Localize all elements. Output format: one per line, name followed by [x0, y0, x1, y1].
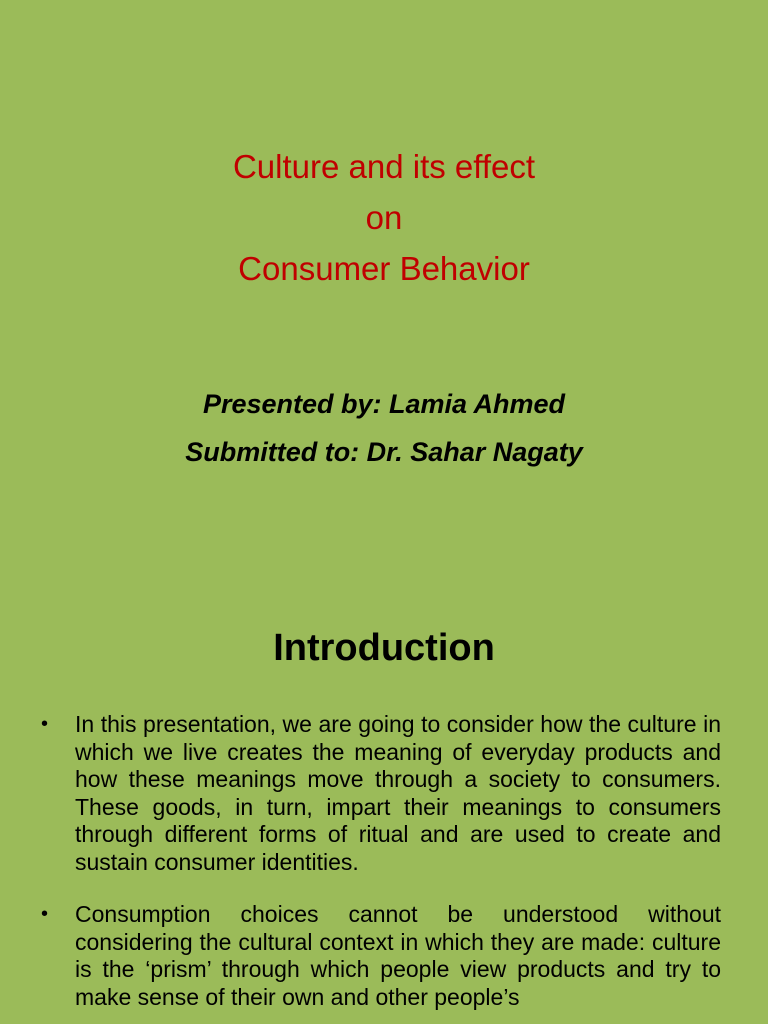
introduction-bullet-list [40, 711, 721, 1024]
bullet-point-icon: • [41, 713, 49, 735]
title-line-1: Culture and its effect [232, 148, 536, 185]
title-line-2: on [365, 199, 403, 236]
presented-by-text: Presented by: Lamia Ahmed [202, 389, 566, 419]
bullet-text-1: In this presentation, we are going to consider how the culture in which we live creates the meaning of everyday products and how these meanings move through a society to consumers. These goods, in turn, impart their meanings to consumers through different forms of ritual and are used to create and sustain consumer identities. [75, 711, 721, 875]
submitted-to-text: Submitted to: Dr. Sahar Nagaty [185, 437, 583, 467]
bullet-item-1 [40, 711, 721, 876]
byline [0, 380, 768, 476]
introduction-heading: Introduction [273, 627, 495, 669]
bullet-point-icon: • [41, 903, 49, 925]
bullet-text-2: Consumption choices cannot be understood without considering the cultural context in which they are made: culture is the ‘prism’ through which people view products and try to make sense of their own and other people’s [75, 901, 721, 1010]
title-line-3: Consumer Behavior [238, 250, 530, 287]
title-slide-heading [0, 141, 768, 294]
bullet-item-2 [40, 901, 721, 1011]
